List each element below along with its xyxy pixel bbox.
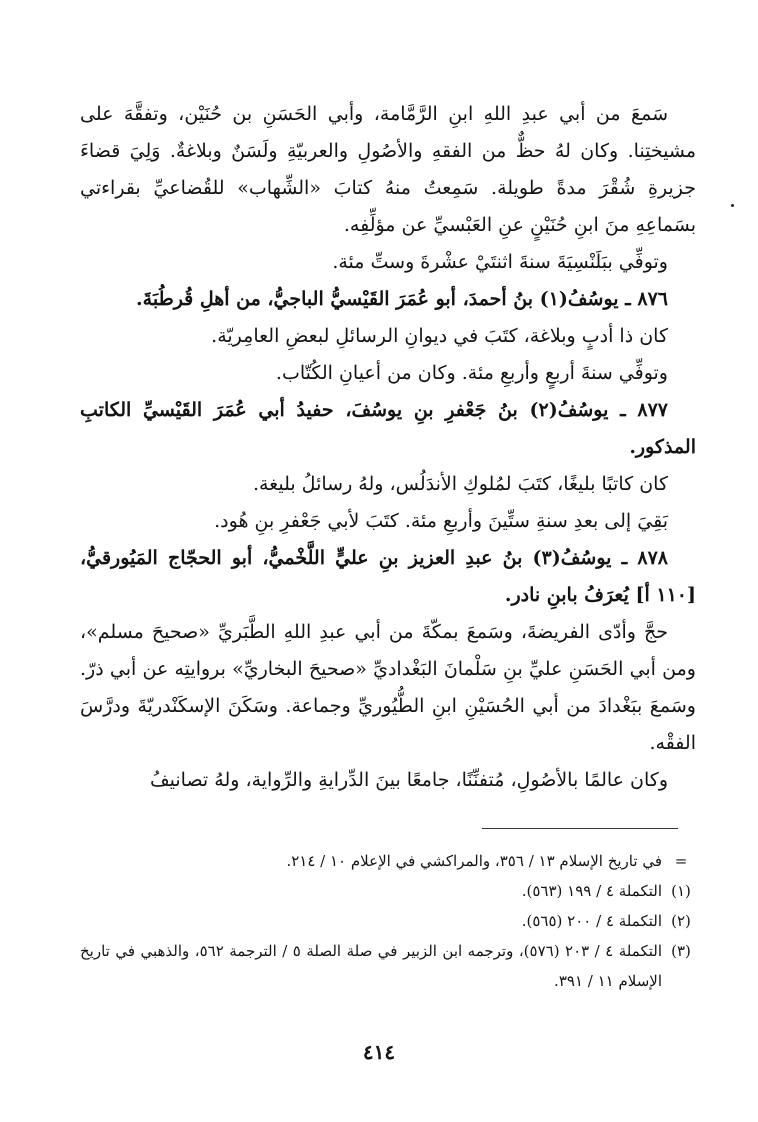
footnote-mark: (٢)	[671, 912, 691, 930]
entry-877-paragraph-1: كان كاتبًا بليغًا، كتَبَ لمُلوكِ الأندَلُس، ولهُ رسائلُ بليغة.	[252, 473, 668, 495]
footnote-mark: (١)	[671, 882, 691, 900]
paragraph-previous-entry: سَمعَ من أبي عبدِ اللهِ ابنِ الرَّمَّامة، وأبي الحَسَنِ بن حُنَيْن، وتفقَّهَ على مشيختِنا. وكان لهُ حظٌّ من الفقهِ والأصُولِ والعربيّةِ ولَسَنٌ وبلاغةٌ. وَلِيَ قضاءَ جزيرةِ شُقْرَ مدةً طويلة. سَمِعتُ منهُ كتابَ «الشِّهاب» للقُضاعيِّ بقراءتي بسَماعِهِ منَ ابنِ حُنَيْنٍ عنِ العَبْسيِّ عن مؤلِّفِه.	[80, 103, 696, 236]
footnote-mark: =	[674, 852, 688, 870]
entry-876-heading: ٨٧٦ ـ يوسُفُ(١) بنُ أحمدَ، أبو عُمَرَ القَيْسيُّ الباجيُّ، من أهلِ قُرطُبَةَ.	[136, 288, 668, 310]
footnote-divider	[482, 828, 678, 829]
footnote-continuation	[80, 846, 696, 876]
footnotes	[80, 846, 696, 996]
entry-878-paragraph-2: وكان عالمًا بالأصُولِ، مُتفنِّنًا، جامعًا بينَ الدِّرايةِ والرِّواية، ولهُ تصانيفُ	[149, 769, 668, 791]
footnote-text: في تاريخ الإسلام ١٣ / ٣٥٦، والمراكشي في الإعلام ١٠ / ٢١٤.	[286, 852, 662, 870]
stray-ink-dot	[731, 204, 734, 207]
footnote-mark: (٣)	[671, 942, 691, 960]
entry-876-paragraph-2: وتوفِّي سنةَ أربعٍ وأربعِ مئة. وكان من أعيانِ الكُتّاب.	[275, 362, 668, 384]
entry-878-paragraph-1: حجَّ وأدّى الفريضةَ، وسَمعَ بمكّةَ من أبي عبدِ اللهِ الطَّبَريِّ «صحيحَ مسلم»، ومن أبي الحَسَنِ عليِّ بنِ سَلْمانَ البَغْداديِّ «صحيحَ البخاريِّ» بروايتِه عن أبي ذرّ. وسَمعَ ببَغْدادَ من أبي الحُسَيْنِ ابنِ الطُّيُوريِّ وجماعة. وسَكَنَ الإسكَنْدريّةَ ودرَّسَ الفقْه.	[80, 621, 696, 754]
footnote-1	[80, 876, 696, 906]
page-number: ٤١٤	[362, 1040, 396, 1064]
entry-877-paragraph-2: بَقِيَ إلى بعدِ سنةِ ستِّينَ وأربعِ مئة. كتَبَ لأبي جَعْفرِ بنِ هُود.	[214, 510, 668, 532]
entry-878-heading: ٨٧٨ ـ يوسُفُ(٣) بنُ عبدِ العزيز بنِ عليٍّ اللَّخْميُّ، أبو الحجّاج المَيُورقيُّ، [١١٠ أ] يُعرَفُ بابنِ نادر.	[80, 547, 696, 606]
entry-877-heading: ٨٧٧ ـ يوسُفُ(٢) بنُ جَعْفرِ بنِ يوسُفَ، حفيدُ أبي عُمَرَ القَيْسيِّ الكاتبِ المذكور.	[80, 399, 696, 458]
main-text	[80, 96, 696, 799]
paragraph-death-note: وتوفِّي ببَلَنْسِيَةَ سنةَ اثنتَيْ عشْرةَ وستِّ مئة.	[332, 251, 668, 273]
footnote-text: التكملة ٤ / ٢٠٠ (٥٦٥).	[521, 912, 662, 930]
entry-876-paragraph-1: كان ذا أدبٍ وبلاغة، كتَبَ في ديوانِ الرسائلِ لبعضِ العامِريّة.	[211, 325, 668, 347]
footnote-text: التكملة ٤ / ١٩٩ (٥٦٣).	[521, 882, 662, 900]
footnote-2	[80, 906, 696, 936]
footnote-text: التكملة ٤ / ٢٠٣ (٥٧٦)، وترجمه ابن الزبير في صلة الصلة ٥ / الترجمة ٥٦٢، والذهبي في تاريخ الإسلام ١١ / ٣٩١.	[80, 942, 662, 990]
footnote-3	[80, 936, 696, 996]
